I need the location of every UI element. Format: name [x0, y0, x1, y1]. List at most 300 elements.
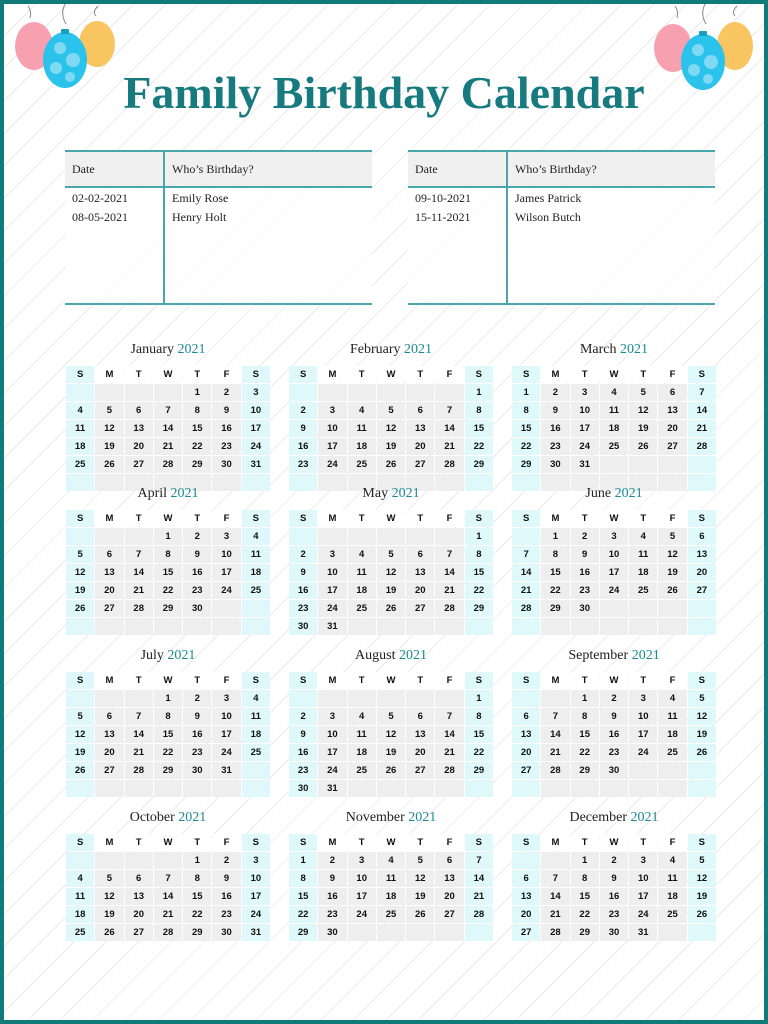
day-cell: 21 [688, 420, 716, 437]
weekday-header: T [348, 366, 376, 383]
day-cell: 14 [125, 726, 153, 743]
month-grid [66, 834, 270, 941]
day-cell: 18 [600, 420, 628, 437]
weekday-header: T [406, 366, 434, 383]
day-cell: 22 [154, 744, 182, 761]
day-cell: 6 [125, 402, 153, 419]
day-cell: 22 [571, 906, 599, 923]
day-cell: 16 [183, 564, 211, 581]
day-cell: 20 [406, 438, 434, 455]
day-cell: 29 [512, 456, 540, 473]
birthday-date: 15-11-2021 [408, 207, 507, 226]
day-cell: 30 [289, 618, 317, 635]
day-cell: 21 [154, 906, 182, 923]
day-cell [512, 852, 540, 869]
day-cell: 3 [629, 690, 657, 707]
day-cell: 10 [212, 708, 240, 725]
weekday-header: W [600, 510, 628, 527]
day-cell: 20 [406, 582, 434, 599]
day-cell: 3 [629, 852, 657, 869]
day-cell: 13 [658, 402, 686, 419]
day-cell: 10 [242, 870, 270, 887]
day-cell: 23 [212, 906, 240, 923]
day-cell [66, 780, 94, 797]
weekday-header: T [629, 834, 657, 851]
day-cell: 7 [541, 870, 569, 887]
day-cell: 27 [406, 762, 434, 779]
month-july [66, 646, 270, 797]
day-cell: 16 [600, 726, 628, 743]
month-title [289, 646, 493, 666]
day-cell [629, 456, 657, 473]
month-grid [289, 672, 493, 797]
birthday-name: Wilson Butch [507, 207, 715, 226]
day-cell: 22 [571, 744, 599, 761]
day-cell [512, 618, 540, 635]
day-cell: 4 [348, 546, 376, 563]
day-cell: 24 [629, 744, 657, 761]
day-cell: 20 [95, 744, 123, 761]
day-cell: 11 [66, 420, 94, 437]
day-cell: 11 [242, 708, 270, 725]
day-cell [688, 762, 716, 779]
day-cell: 2 [289, 402, 317, 419]
month-grid [512, 672, 716, 797]
weekday-header: T [125, 672, 153, 689]
day-cell: 30 [571, 600, 599, 617]
day-cell [435, 528, 463, 545]
day-cell [406, 780, 434, 797]
day-cell: 31 [242, 456, 270, 473]
day-cell: 9 [600, 708, 628, 725]
day-cell: 30 [183, 600, 211, 617]
day-cell: 23 [183, 744, 211, 761]
day-cell: 22 [183, 906, 211, 923]
day-cell [435, 924, 463, 941]
day-cell: 31 [242, 924, 270, 941]
day-cell: 15 [183, 420, 211, 437]
day-cell: 29 [541, 600, 569, 617]
weekday-header: S [465, 366, 493, 383]
day-cell: 1 [541, 528, 569, 545]
day-cell [377, 780, 405, 797]
weekday-header: W [600, 672, 628, 689]
day-cell: 7 [435, 546, 463, 563]
day-cell: 17 [212, 564, 240, 581]
day-cell: 1 [571, 690, 599, 707]
day-cell: 9 [318, 870, 346, 887]
birthday-date: 02-02-2021 [65, 187, 164, 207]
month-year: 2021 [614, 486, 643, 501]
day-cell [571, 618, 599, 635]
day-cell [658, 618, 686, 635]
day-cell: 25 [66, 456, 94, 473]
day-cell: 10 [600, 546, 628, 563]
weekday-header: S [289, 834, 317, 851]
month-october [66, 808, 270, 941]
month-year: 2021 [178, 810, 207, 825]
day-cell [212, 780, 240, 797]
day-cell: 9 [289, 726, 317, 743]
day-cell: 25 [348, 456, 376, 473]
day-cell: 7 [465, 852, 493, 869]
day-cell: 7 [154, 402, 182, 419]
day-cell: 13 [406, 420, 434, 437]
day-cell: 20 [435, 888, 463, 905]
weekday-header: T [406, 510, 434, 527]
day-cell [289, 690, 317, 707]
month-name: April [137, 486, 168, 501]
day-cell: 2 [289, 546, 317, 563]
day-cell: 2 [600, 690, 628, 707]
day-cell: 3 [318, 402, 346, 419]
day-cell: 21 [125, 744, 153, 761]
day-cell: 18 [629, 564, 657, 581]
day-cell: 26 [377, 456, 405, 473]
day-cell [183, 780, 211, 797]
day-cell [154, 384, 182, 401]
day-cell: 30 [541, 456, 569, 473]
day-cell: 25 [658, 906, 686, 923]
day-cell: 11 [600, 402, 628, 419]
day-cell: 23 [541, 438, 569, 455]
day-cell: 11 [377, 870, 405, 887]
day-cell: 30 [212, 456, 240, 473]
month-name: July [140, 648, 164, 663]
day-cell: 28 [688, 438, 716, 455]
month-year: 2021 [404, 342, 433, 357]
weekday-header: M [318, 510, 346, 527]
day-cell: 8 [154, 546, 182, 563]
day-cell [125, 852, 153, 869]
day-cell: 20 [125, 906, 153, 923]
day-cell: 27 [512, 762, 540, 779]
day-cell [242, 762, 270, 779]
day-cell: 24 [571, 438, 599, 455]
day-cell: 26 [688, 744, 716, 761]
day-cell: 2 [541, 384, 569, 401]
day-cell: 3 [318, 708, 346, 725]
day-cell: 5 [66, 546, 94, 563]
weekday-header: S [66, 672, 94, 689]
weekday-header: M [318, 672, 346, 689]
day-cell: 30 [600, 762, 628, 779]
day-cell: 21 [125, 582, 153, 599]
day-cell [465, 780, 493, 797]
day-cell [658, 924, 686, 941]
month-january [66, 340, 270, 491]
day-cell: 25 [242, 744, 270, 761]
month-year: 2021 [408, 810, 437, 825]
day-cell: 20 [406, 744, 434, 761]
month-year: 2021 [630, 810, 659, 825]
weekday-header: M [95, 672, 123, 689]
day-cell: 17 [242, 888, 270, 905]
day-cell: 29 [154, 600, 182, 617]
day-cell: 7 [125, 708, 153, 725]
day-cell: 14 [154, 888, 182, 905]
day-cell: 28 [125, 762, 153, 779]
day-cell: 10 [212, 546, 240, 563]
day-cell: 12 [66, 726, 94, 743]
weekday-header: F [658, 510, 686, 527]
day-cell: 1 [465, 384, 493, 401]
day-cell: 21 [541, 906, 569, 923]
day-cell [541, 690, 569, 707]
day-cell: 29 [465, 762, 493, 779]
day-cell: 15 [465, 726, 493, 743]
day-cell: 16 [541, 420, 569, 437]
weekday-header: M [95, 366, 123, 383]
month-title [512, 340, 716, 360]
day-cell: 18 [66, 438, 94, 455]
day-cell: 19 [95, 438, 123, 455]
weekday-header: S [242, 510, 270, 527]
day-cell [435, 618, 463, 635]
day-cell: 5 [688, 690, 716, 707]
day-cell [95, 618, 123, 635]
day-cell: 21 [435, 438, 463, 455]
day-cell: 15 [541, 564, 569, 581]
day-cell: 10 [242, 402, 270, 419]
day-cell: 14 [541, 888, 569, 905]
month-name: March [579, 342, 617, 357]
day-cell: 18 [348, 438, 376, 455]
day-cell [348, 924, 376, 941]
day-cell: 2 [212, 852, 240, 869]
day-cell: 22 [289, 906, 317, 923]
day-cell: 22 [541, 582, 569, 599]
day-cell: 4 [658, 690, 686, 707]
day-cell: 17 [318, 744, 346, 761]
day-cell [377, 384, 405, 401]
day-cell: 8 [512, 402, 540, 419]
weekday-header: S [688, 510, 716, 527]
day-cell [600, 618, 628, 635]
day-cell: 1 [465, 528, 493, 545]
day-cell: 12 [688, 708, 716, 725]
day-cell: 30 [600, 924, 628, 941]
day-cell [95, 852, 123, 869]
day-cell: 31 [629, 924, 657, 941]
day-cell: 27 [688, 582, 716, 599]
day-cell: 5 [377, 546, 405, 563]
day-cell: 6 [512, 870, 540, 887]
day-cell: 19 [658, 564, 686, 581]
day-cell [66, 690, 94, 707]
weekday-header: F [212, 510, 240, 527]
month-name: May [362, 486, 389, 501]
day-cell [541, 780, 569, 797]
table-filler-row [408, 226, 715, 304]
month-name: February [349, 342, 401, 357]
day-cell [377, 528, 405, 545]
weekday-header: S [242, 366, 270, 383]
day-cell: 26 [95, 924, 123, 941]
weekday-header: W [154, 510, 182, 527]
weekday-header: T [629, 510, 657, 527]
day-cell: 14 [125, 564, 153, 581]
day-cell [406, 618, 434, 635]
day-cell: 6 [406, 402, 434, 419]
birthday-date: 09-10-2021 [408, 187, 507, 207]
month-year: 2021 [631, 648, 660, 663]
month-grid [289, 834, 493, 941]
month-name: June [585, 486, 612, 501]
birthday-date: 08-05-2021 [65, 207, 164, 226]
day-cell: 15 [183, 888, 211, 905]
month-april [66, 484, 270, 635]
day-cell: 17 [318, 438, 346, 455]
month-september [512, 646, 716, 797]
day-cell: 14 [688, 402, 716, 419]
day-cell: 11 [348, 726, 376, 743]
day-cell: 4 [66, 402, 94, 419]
day-cell: 27 [435, 906, 463, 923]
day-cell: 12 [377, 726, 405, 743]
day-cell: 18 [348, 744, 376, 761]
birthday-name: Emily Rose [164, 187, 372, 207]
day-cell: 28 [512, 600, 540, 617]
day-cell: 7 [435, 402, 463, 419]
day-cell: 2 [183, 690, 211, 707]
weekday-header: T [571, 366, 599, 383]
whos-birthday-column-header: Who’s Birthday? [164, 151, 372, 187]
day-cell: 25 [629, 582, 657, 599]
day-cell: 10 [629, 870, 657, 887]
day-cell: 7 [125, 546, 153, 563]
day-cell [348, 780, 376, 797]
day-cell [125, 780, 153, 797]
day-cell: 11 [242, 546, 270, 563]
day-cell: 29 [465, 600, 493, 617]
weekday-header: S [289, 510, 317, 527]
day-cell: 26 [688, 906, 716, 923]
day-cell: 18 [658, 888, 686, 905]
day-cell [688, 618, 716, 635]
day-cell: 10 [318, 420, 346, 437]
day-cell [125, 618, 153, 635]
day-cell: 23 [600, 906, 628, 923]
day-cell: 13 [435, 870, 463, 887]
day-cell: 12 [95, 888, 123, 905]
day-cell: 16 [289, 744, 317, 761]
day-cell: 24 [318, 456, 346, 473]
weekday-header: S [512, 510, 540, 527]
weekday-header: W [377, 366, 405, 383]
table-filler-row [65, 226, 372, 304]
day-cell [289, 384, 317, 401]
day-cell: 6 [435, 852, 463, 869]
day-cell: 31 [212, 762, 240, 779]
day-cell: 28 [154, 924, 182, 941]
day-cell: 28 [541, 762, 569, 779]
day-cell: 26 [658, 582, 686, 599]
day-cell: 3 [212, 690, 240, 707]
day-cell: 2 [600, 852, 628, 869]
day-cell: 28 [435, 762, 463, 779]
day-cell: 9 [541, 402, 569, 419]
day-cell [465, 618, 493, 635]
day-cell [571, 780, 599, 797]
month-year: 2021 [620, 342, 649, 357]
day-cell: 3 [348, 852, 376, 869]
month-grid [66, 510, 270, 635]
day-cell: 30 [318, 924, 346, 941]
day-cell: 28 [435, 600, 463, 617]
weekday-header: S [688, 834, 716, 851]
month-year: 2021 [398, 648, 427, 663]
month-grid [512, 510, 716, 635]
day-cell: 18 [658, 726, 686, 743]
day-cell: 7 [688, 384, 716, 401]
day-cell [348, 690, 376, 707]
day-cell: 18 [242, 726, 270, 743]
month-february [289, 340, 493, 491]
day-cell: 4 [629, 528, 657, 545]
day-cell: 1 [183, 852, 211, 869]
date-column-header: Date [65, 151, 164, 187]
day-cell: 24 [629, 906, 657, 923]
month-name: September [568, 648, 629, 663]
day-cell [125, 690, 153, 707]
day-cell: 24 [318, 600, 346, 617]
weekday-header: W [377, 510, 405, 527]
day-cell: 8 [571, 870, 599, 887]
weekday-header: M [541, 834, 569, 851]
day-cell: 9 [183, 708, 211, 725]
day-cell: 9 [600, 870, 628, 887]
day-cell: 6 [512, 708, 540, 725]
day-cell: 13 [512, 726, 540, 743]
weekday-header: F [435, 834, 463, 851]
day-cell: 1 [512, 384, 540, 401]
day-cell: 30 [183, 762, 211, 779]
day-cell: 12 [377, 564, 405, 581]
day-cell: 11 [629, 546, 657, 563]
day-cell [95, 384, 123, 401]
month-year: 2021 [167, 648, 196, 663]
day-cell: 1 [183, 384, 211, 401]
weekday-header: S [242, 834, 270, 851]
day-cell: 28 [465, 906, 493, 923]
weekday-header: T [629, 366, 657, 383]
day-cell: 24 [348, 906, 376, 923]
day-cell: 21 [541, 744, 569, 761]
day-cell [242, 600, 270, 617]
day-cell: 11 [66, 888, 94, 905]
day-cell [125, 384, 153, 401]
day-cell: 13 [406, 564, 434, 581]
day-cell: 23 [212, 438, 240, 455]
weekday-header: F [658, 834, 686, 851]
day-cell [658, 456, 686, 473]
day-cell: 6 [406, 546, 434, 563]
day-cell [629, 780, 657, 797]
day-cell: 24 [600, 582, 628, 599]
day-cell: 29 [465, 456, 493, 473]
day-cell: 23 [571, 582, 599, 599]
day-cell: 20 [688, 564, 716, 581]
day-cell [183, 618, 211, 635]
day-cell: 21 [435, 744, 463, 761]
whos-birthday-column-header: Who’s Birthday? [507, 151, 715, 187]
day-cell: 6 [658, 384, 686, 401]
day-cell: 29 [183, 924, 211, 941]
day-cell: 21 [465, 888, 493, 905]
month-title [66, 808, 270, 828]
day-cell: 14 [541, 726, 569, 743]
